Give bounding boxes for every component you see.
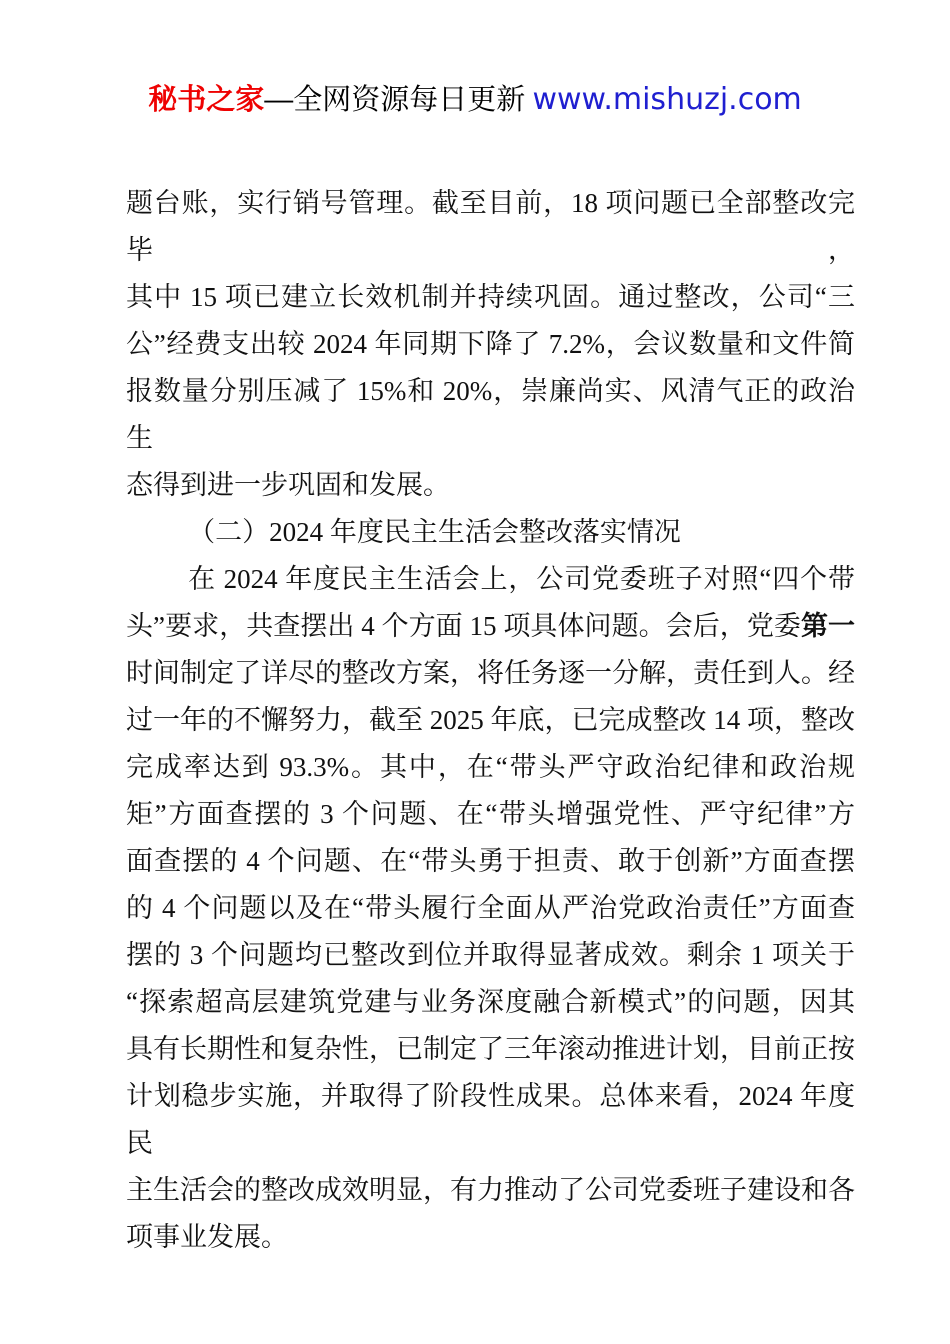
text-run: “探索超高层建筑党建与业务深度融合新模式”的问题，因其 (126, 987, 855, 1017)
text-line (126, 885, 855, 932)
text-line (126, 932, 855, 979)
page-header (0, 82, 950, 118)
text-run: 时间制定了详尽的整改方案，将任务逐一分解，责任到人。经 (126, 658, 855, 688)
text-run: 公”经费支出较 2024 年同期下降了 7.2%，会议数量和文件简 (126, 329, 855, 359)
text-run: 主生活会的整改成效明显，有力推动了公司党委班子建设和各 (126, 1175, 855, 1205)
text-run: 具有长期性和复杂性，已制定了三年滚动推进计划，目前正按 (126, 1034, 855, 1064)
text-line (126, 180, 855, 274)
text-run: 题台账，实行销号管理。截至目前，18 项问题已全部整改完毕， (126, 188, 855, 265)
text-run: 摆的 3 个问题均已整改到位并取得显著成效。剩余 1 项关于 (126, 940, 855, 970)
text-line (126, 744, 855, 791)
site-url[interactable]: www.mishuzj.com (532, 82, 802, 117)
text-line (126, 697, 855, 744)
text-line (126, 603, 855, 650)
brand-name: 秘书之家 (148, 84, 265, 116)
text-run: 计划稳步实施，并取得了阶段性成果。总体来看，2024 年度民 (126, 1081, 855, 1158)
text-line (126, 274, 855, 321)
text-run: 其中 15 项已建立长效机制并持续巩固。通过整改，公司“三 (126, 282, 855, 312)
text-line (126, 509, 855, 556)
text-line (126, 1073, 855, 1167)
text-line (126, 462, 855, 509)
text-run: 完成率达到 93.3%。其中，在“带头严守政治纪律和政治规 (126, 752, 855, 782)
text-line (126, 321, 855, 368)
text-run: 矩”方面查摆的 3 个问题、在“带头增强党性、严守纪律”方 (126, 799, 855, 829)
text-line (126, 979, 855, 1026)
text-run: 过一年的不懈努力，截至 2025 年底，已完成整改 14 项，整改 (126, 705, 855, 735)
text-line (126, 791, 855, 838)
text-line (126, 838, 855, 885)
text-line (126, 650, 855, 697)
text-line (126, 1214, 855, 1261)
text-run: 项事业发展。 (126, 1222, 288, 1252)
text-line (126, 368, 855, 462)
text-run: （二）2024 年度民主生活会整改落实情况 (188, 517, 681, 547)
header-dash: — (264, 84, 294, 116)
text-run: 态得到进一步巩固和发展。 (126, 470, 450, 500)
document-body (126, 180, 855, 1261)
bold-text-run: 第一 (800, 611, 856, 641)
text-run: 报数量分别压减了 15%和 20%，崇廉尚实、风清气正的政治生 (126, 376, 855, 453)
text-line (126, 1026, 855, 1073)
text-line (126, 1167, 855, 1214)
text-run: 在 2024 年度民主生活会上，公司党委班子对照“四个带 (188, 564, 855, 594)
text-run: 头”要求，共查摆出 4 个方面 15 项具体问题。会后，党委 (126, 611, 801, 641)
text-line (126, 556, 855, 603)
header-tagline: 全网资源每日更新 (293, 84, 526, 116)
text-run: 的 4 个问题以及在“带头履行全面从严治党政治责任”方面查 (126, 893, 855, 923)
text-run: 面查摆的 4 个问题、在“带头勇于担责、敢于创新”方面查摆 (126, 846, 855, 876)
